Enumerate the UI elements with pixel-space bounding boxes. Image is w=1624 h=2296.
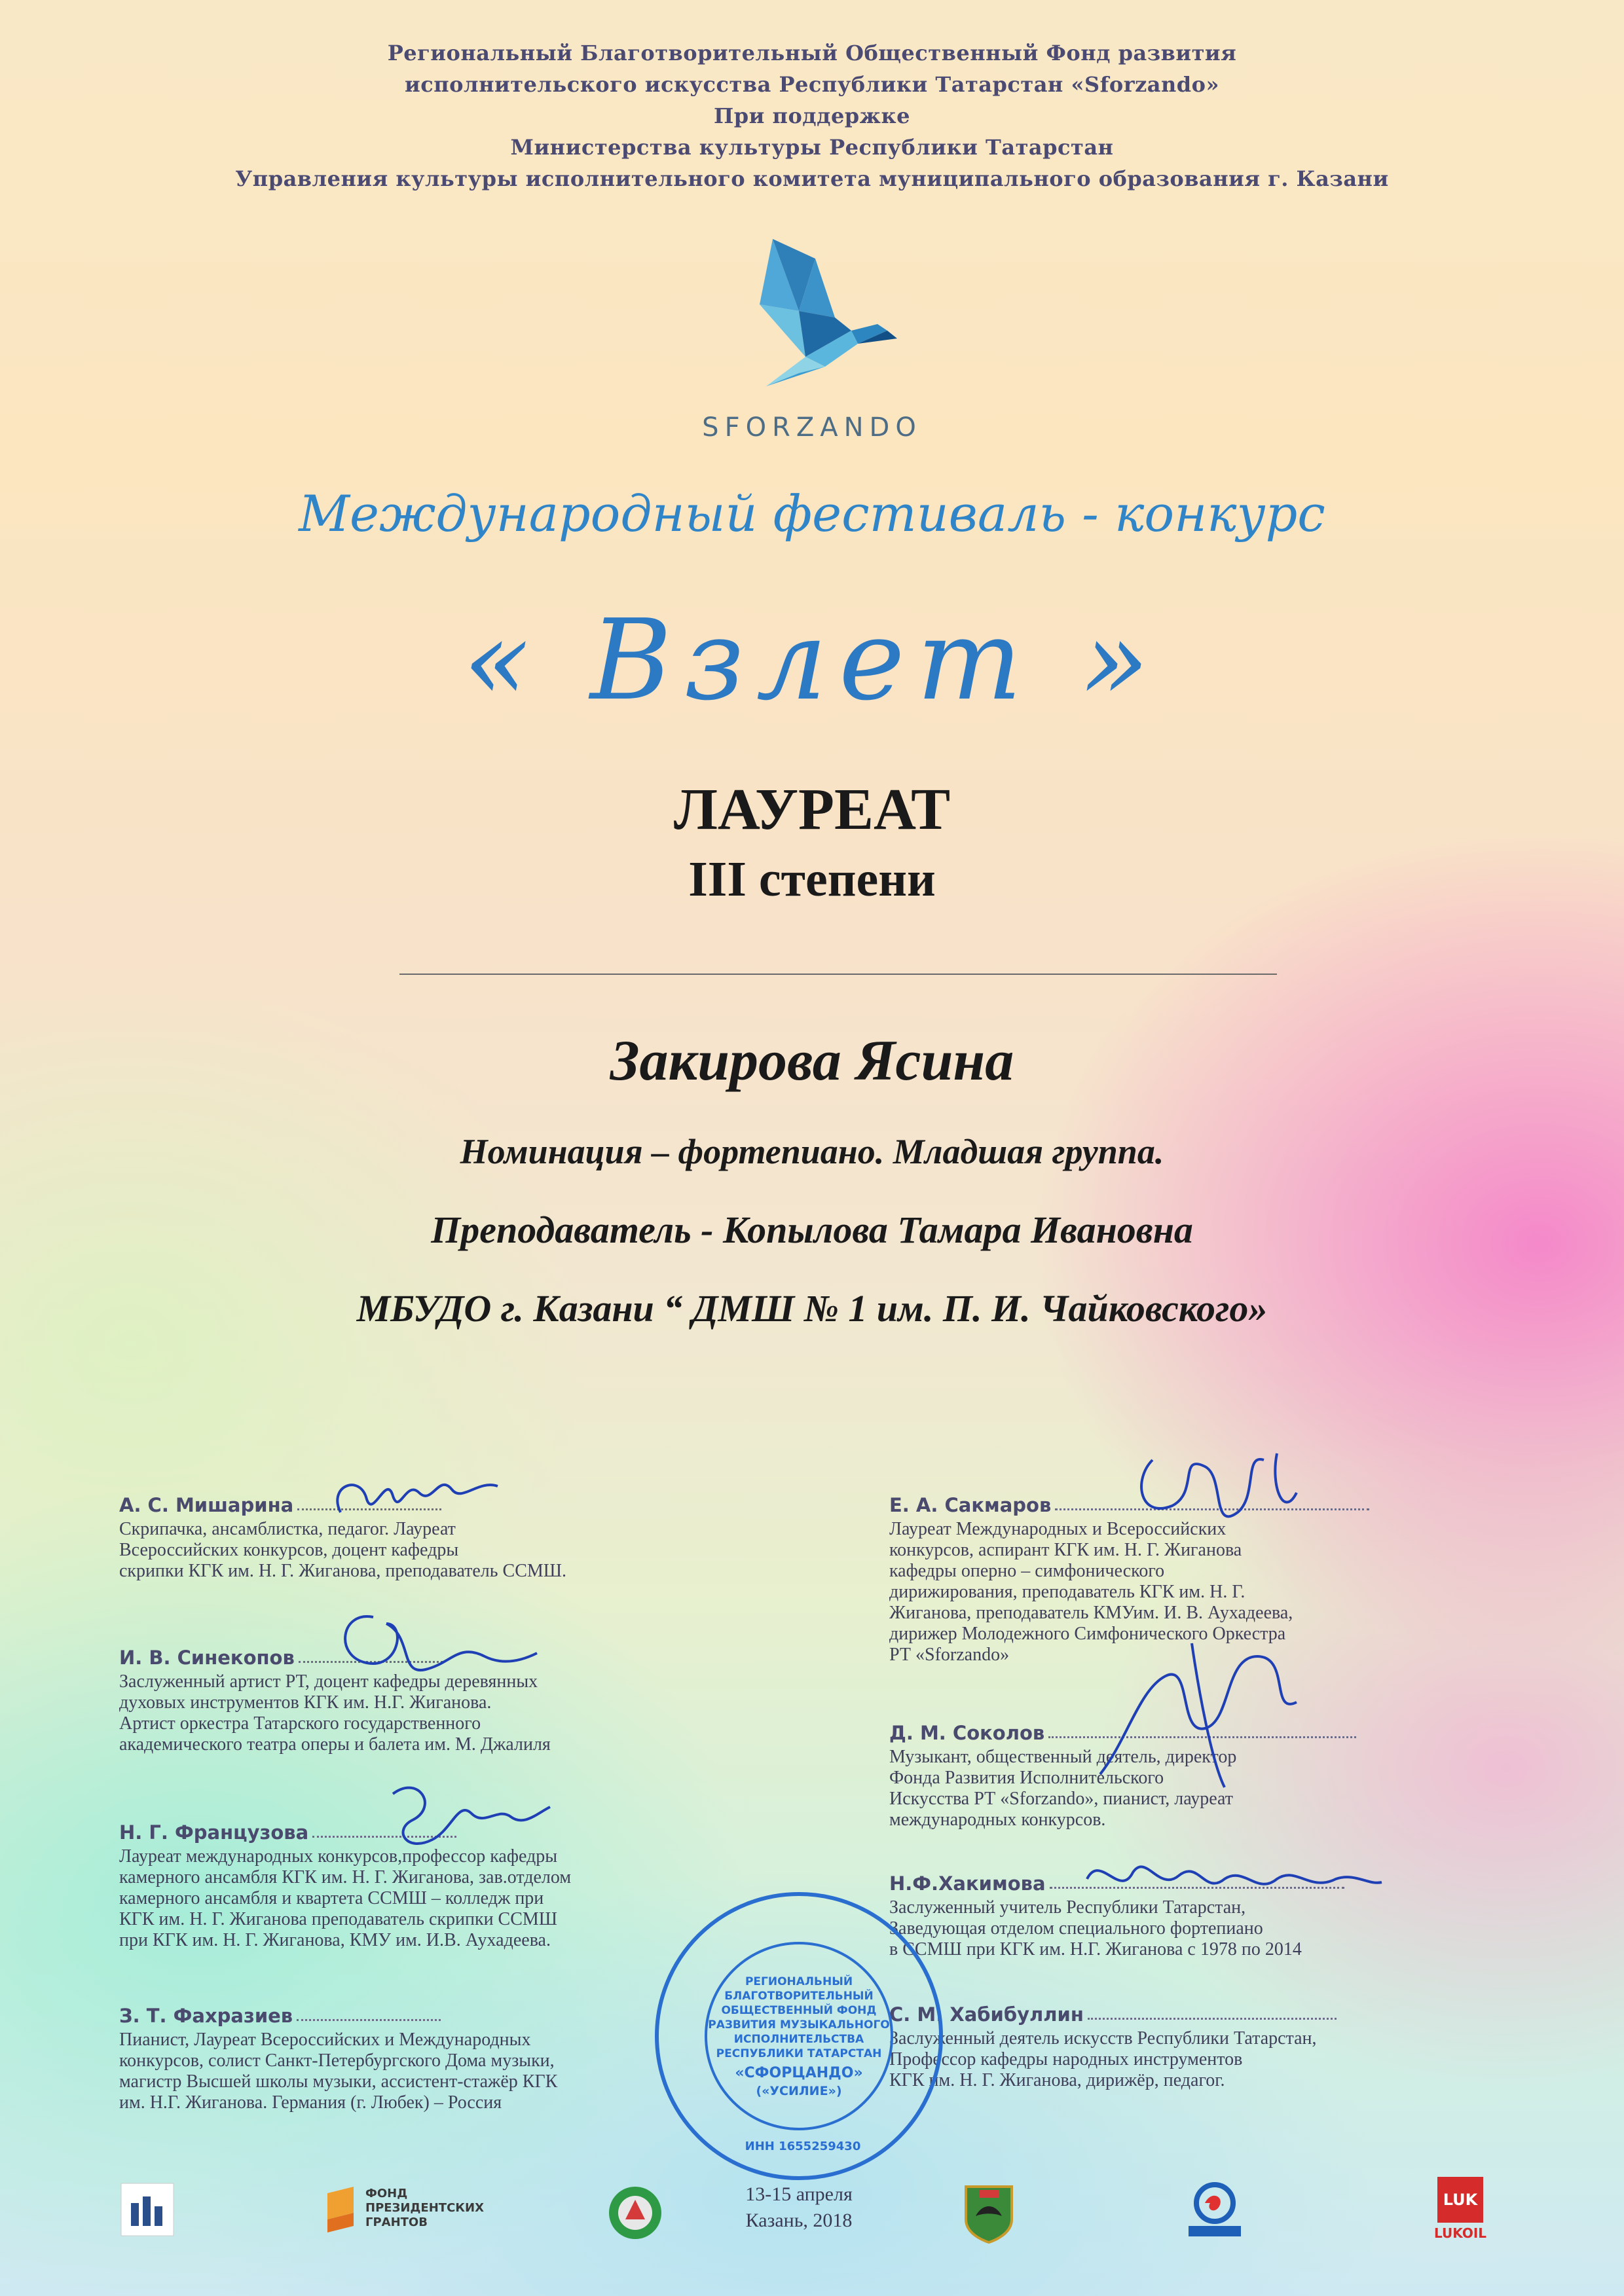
origami-bird-icon xyxy=(701,232,917,396)
stamp-name: «СФОРЦАНДО» xyxy=(735,2064,863,2081)
jury-name: Н. Г. Французова xyxy=(119,1821,309,1844)
jury-name: Д. М. Соколов xyxy=(889,1722,1045,1744)
city-logo-icon xyxy=(118,2180,177,2239)
nomination: Номинация – фортепиано. Младшая группа. xyxy=(460,1132,1164,1171)
festival-subtitle: Международный фестиваль - конкурс xyxy=(299,484,1325,543)
jury-description: Музыкант, общественный деятель, директор Фонда Развития Исполнительского Искусства РТ «Sforzando», пианист, лауреат международных конкурсов. xyxy=(889,1747,1237,1830)
tatarstan-emblem-icon xyxy=(606,2183,665,2242)
jury-name: А. С. Мишарина xyxy=(119,1494,294,1516)
jury-description: Скрипачка, ансамблистка, педагог. Лауреат Всероссийских конкурсов, доцент кафедры скрипки КГК им. Н. Г. Жиганова, преподаватель ССМШ. xyxy=(119,1519,567,1581)
event-place: Казань, 2018 xyxy=(745,2210,853,2231)
grants-text-1: ФОНД xyxy=(365,2187,408,2200)
jury-name: З. Т. Фахразиев xyxy=(119,2005,293,2027)
jury-name: Е. А. Сакмаров xyxy=(889,1494,1052,1516)
festival-title: « Взлет » xyxy=(463,596,1161,725)
signature-misharina xyxy=(321,1460,517,1532)
stamp-name-alt: («УСИЛИЕ») xyxy=(756,2083,842,2098)
header-foundation-line2: исполнительского искусства Республики Татарстан «Sforzando» xyxy=(405,72,1219,97)
grants-text-2: ПРЕЗИДЕНТСКИХ xyxy=(365,2201,484,2215)
rtk-logo-icon xyxy=(1179,2180,1251,2239)
header-foundation-line1: Региональный Благотворительный Общественный Фонд развития xyxy=(387,41,1237,65)
jury-name: И. В. Синекопов xyxy=(119,1647,295,1669)
presidential-grants-logo xyxy=(321,2183,491,2242)
divider xyxy=(399,974,1277,975)
jury-description: Заслуженный учитель Республики Татарстан, Заведующая отделом специального фортепиано в ССМШ при КГК им. Н.Г. Жиганова с 1978 по 2014 xyxy=(889,1897,1302,1959)
signature-frantsuzova xyxy=(367,1768,563,1866)
grants-logo-icon xyxy=(321,2187,360,2232)
signature-line xyxy=(1088,2017,1337,2020)
brand-name: SFORZANDO xyxy=(702,412,922,443)
lukoil-text: LUKOIL xyxy=(1433,2225,1487,2241)
jury-member xyxy=(119,2005,709,2113)
stamp-inn: ИНН 1655259430 xyxy=(745,2140,861,2153)
stamp-inner xyxy=(705,1942,893,2130)
kazan-emblem-icon xyxy=(959,2180,1018,2246)
jury-name: Н.Ф.Хакимова xyxy=(889,1872,1046,1895)
jury-description: Заслуженный деятель искусств Республики Татарстан, Профессор кафедры народных инструментов КГК им. Н. Г. Жиганова, дирижёр, педагог. xyxy=(889,2028,1317,2090)
signature-sakmarov xyxy=(1113,1440,1323,1545)
organization-stamp xyxy=(655,1892,943,2180)
lukoil-logo xyxy=(1424,2177,1496,2242)
recipient-name: Закирова Ясина xyxy=(610,1029,1014,1093)
header-support-label: При поддержке xyxy=(714,103,910,128)
signature-line xyxy=(297,2018,441,2021)
school: МБУДО г. Казани “ ДМШ № 1 им. П. И. Чайковского» xyxy=(356,1287,1268,1330)
stamp-text: РЕГИОНАЛЬНЫЙ БЛАГОТВОРИТЕЛЬНЫЙ ОБЩЕСТВЕННЫЙ ФОНД РАЗВИТИЯ МУЗЫКАЛЬНОГО ИСПОЛНИТЕЛЬСТВА РЕСПУБЛИКИ ТАТАРСТАН xyxy=(708,1975,890,2060)
jury-name: С. М. Хабибуллин xyxy=(889,2003,1084,2026)
signature-sokolov xyxy=(1061,1630,1336,1800)
lukoil-mark-icon: LUK xyxy=(1437,2177,1483,2223)
signature-sinekopov xyxy=(327,1597,550,1696)
grants-text-3: ГРАНТОВ xyxy=(365,2215,428,2229)
award-degree: III степени xyxy=(688,852,936,907)
jury-description: Заслуженный артист РТ, доцент кафедры деревянных духовых инструментов КГК им. Н.Г. Жиганова. Артист оркестра Татарского государственного академического театра оперы и балета им. М. Джалиля xyxy=(119,1671,551,1755)
teacher: Преподаватель - Копылова Тамара Ивановна xyxy=(431,1209,1193,1251)
event-dates: 13-15 апреля xyxy=(745,2183,853,2205)
header-ministry: Министерства культуры Республики Татарстан xyxy=(510,135,1114,160)
jury-description: Лауреат международных конкурсов,профессор кафедры камерного ансамбля КГК им. Н. Г. Жиганова, зав.отделом камерного ансамбля и квартета ССМШ – колледж при КГК им. Н. Г. Жиганова преподаватель скрипки ССМШ при КГК им. Н. Г. Жиганова, КМУ им. И.В. Аухадеева. xyxy=(119,1846,572,1950)
header-department: Управления культуры исполнительного комитета муниципального образования г. Казани xyxy=(235,166,1389,191)
award-title: ЛАУРЕАТ xyxy=(673,777,951,842)
signature-khakimova xyxy=(1074,1840,1388,1918)
jury-member xyxy=(889,2003,1479,2091)
jury-description: Пианист, Лауреат Всероссийских и Международных конкурсов, солист Санкт-Петербургского Дома музыки, магистр Высшей школы музыки, ассистент-стажёр КГК им. Н.Г. Жиганова. Германия (г. Любек) – Россия xyxy=(119,2030,558,2113)
jury-description: Лауреат Международных и Всероссийских конкурсов, аспирант КГК им. Н. Г. Жиганова кафедры оперно – симфонического дирижирования, преподаватель КГК им. Н. Г. Жиганова, преподаватель КМУим. И. В. Аухадеева, дирижер Молодежного Симфонического Оркестра РТ «Sforzando» xyxy=(889,1519,1293,1665)
